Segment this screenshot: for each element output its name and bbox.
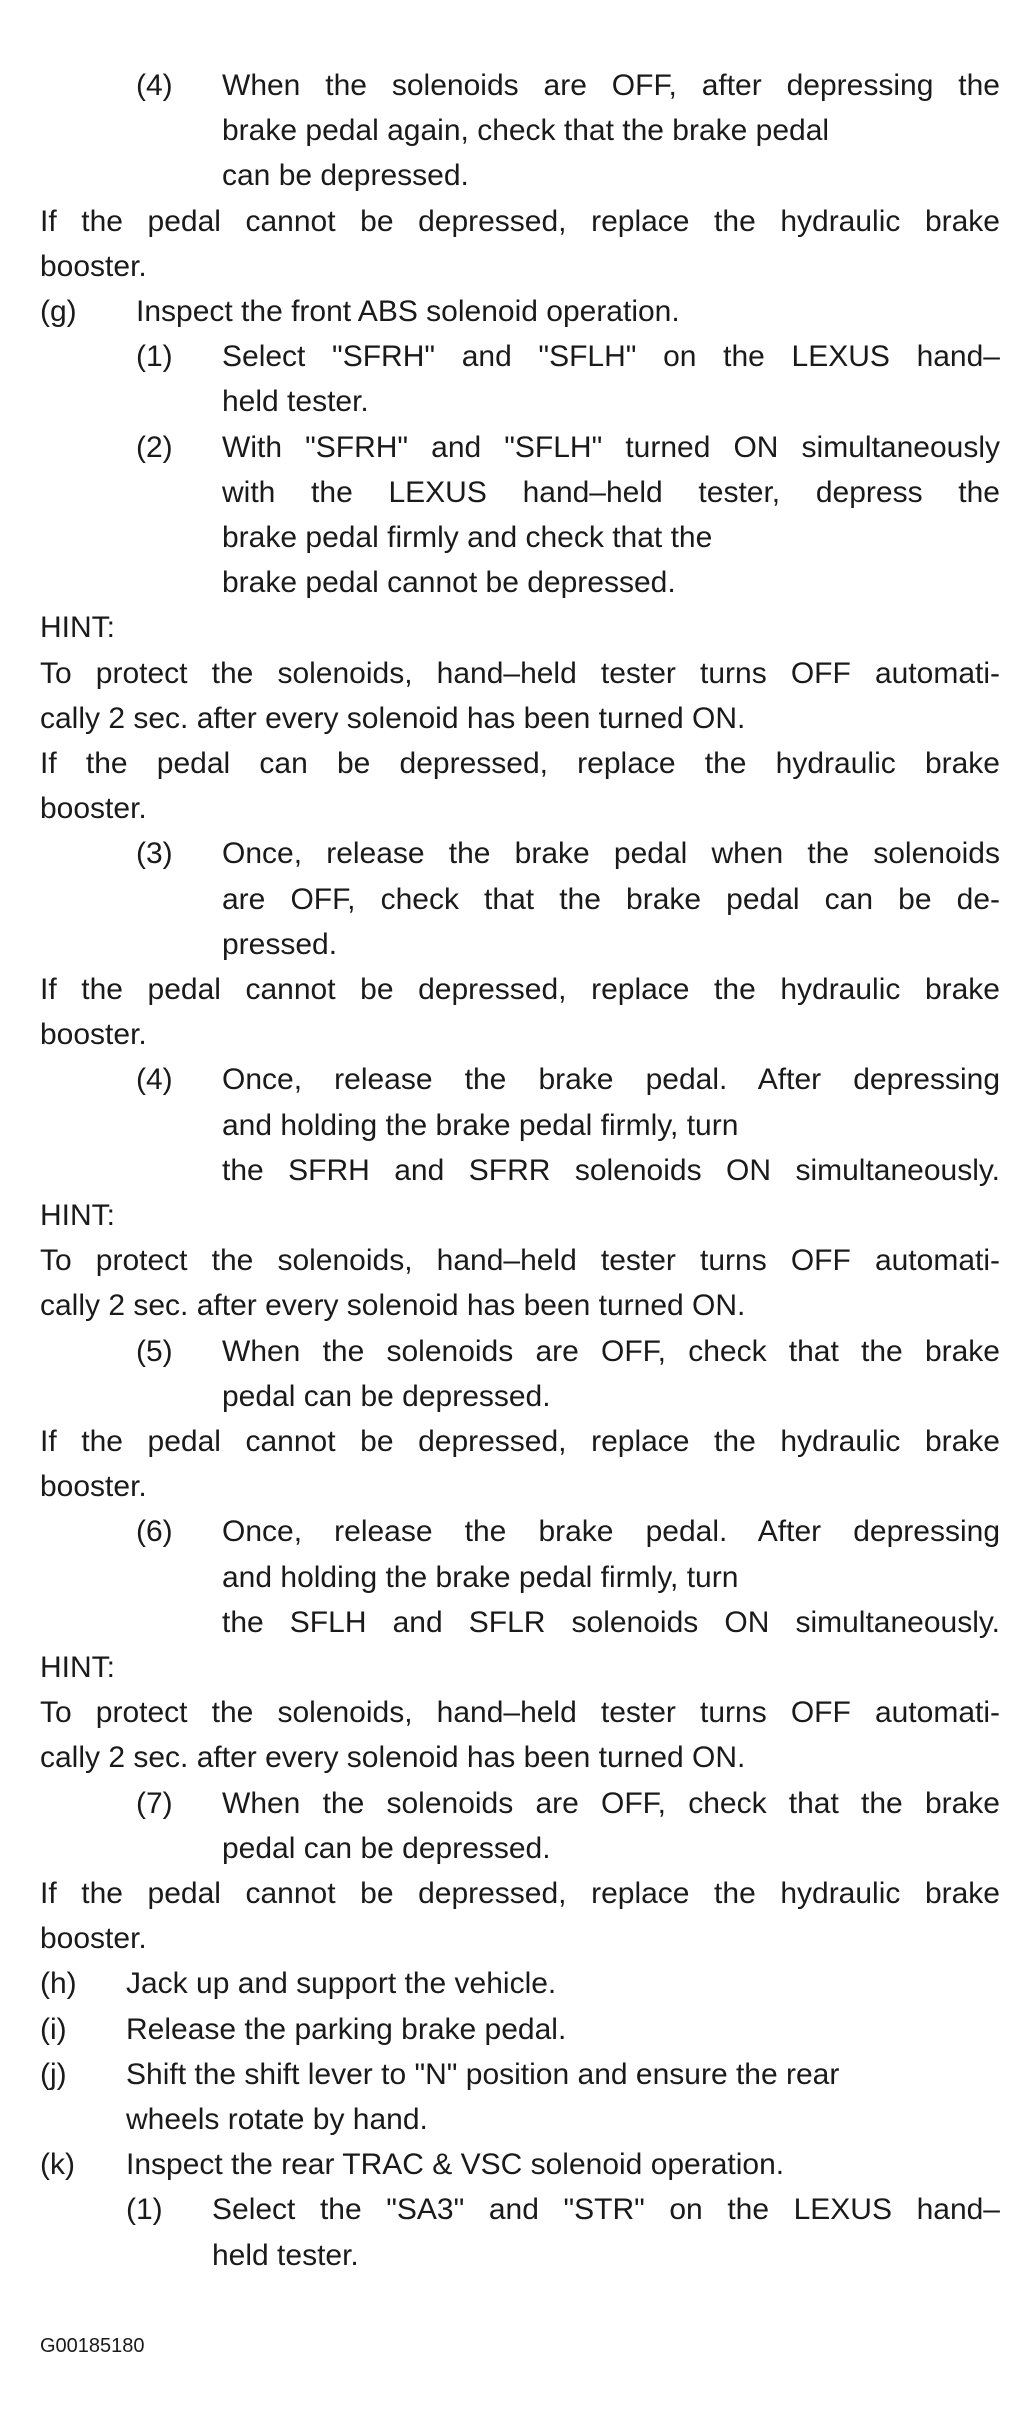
text-line: booster.	[40, 249, 147, 283]
text-line: brake pedal firmly and check that the	[222, 521, 713, 554]
text-line: To protect the solenoids, hand–held tester turns OFF automati-	[40, 656, 1000, 690]
text-line: If the pedal cannot be depressed, replace the hydraulic brake	[40, 1425, 1000, 1458]
step-number: (1)	[136, 340, 173, 374]
text-line: To protect the solenoids, hand–held tester turns OFF automati-	[40, 1696, 1000, 1730]
text-line: When the solenoids are OFF, after depressing the	[222, 69, 1000, 102]
step-number: (6)	[136, 1515, 173, 1549]
text-line: cally 2 sec. after every solenoid has been turned ON.	[40, 1741, 746, 1775]
step-number: (j)	[40, 2057, 67, 2091]
text-line: If the pedal cannot be depressed, replace the hydraulic brake	[40, 973, 1000, 1006]
step-number: (h)	[40, 1967, 77, 2001]
text-line: Once, release the brake pedal. After depressing	[222, 1063, 1000, 1097]
text-line: Inspect the rear TRAC & VSC solenoid operation.	[126, 2148, 785, 2182]
step-number: (i)	[40, 2012, 67, 2046]
text-line: and holding the brake pedal firmly, turn	[222, 1108, 739, 1142]
text-line: Release the parking brake pedal.	[126, 2012, 567, 2046]
text-line: Select the "SA3" and "STR" on the LEXUS hand–	[212, 2193, 1000, 2227]
text-line: booster.	[40, 792, 147, 826]
text-line: held tester.	[222, 385, 369, 419]
step-number: (3)	[136, 837, 173, 871]
text-line: With "SFRH" and "SFLH" turned ON simultaneously	[222, 430, 1000, 464]
text-line: pedal can be depressed.	[222, 1379, 551, 1413]
step-number: (1)	[126, 2193, 163, 2227]
text-line: brake pedal again, check that the brake pedal	[222, 114, 830, 148]
text-line: can be depressed.	[222, 159, 469, 193]
text-line: Once, release the brake pedal. After depressing	[222, 1515, 1000, 1549]
text-line: and holding the brake pedal firmly, turn	[222, 1560, 739, 1594]
step-number: (g)	[40, 295, 77, 328]
step-number: (2)	[136, 430, 173, 464]
text-line: cally 2 sec. after every solenoid has been turned ON.	[40, 1289, 746, 1323]
document-code: G00185180	[40, 2334, 145, 2357]
text-line: are OFF, check that the brake pedal can be de-	[222, 882, 1000, 916]
text-line: Inspect the front ABS solenoid operation.	[136, 295, 680, 328]
text-line: Jack up and support the vehicle.	[126, 1967, 557, 2001]
text-line: cally 2 sec. after every solenoid has been turned ON.	[40, 701, 746, 735]
text-line: wheels rotate by hand.	[126, 2103, 428, 2136]
text-line: pedal can be depressed.	[222, 1831, 551, 1865]
text-line: booster.	[40, 1018, 147, 1052]
hint-label: HINT:	[40, 611, 115, 645]
text-line: Select "SFRH" and "SFLH" on the LEXUS hand–	[222, 340, 1000, 374]
step-number: (4)	[136, 69, 173, 102]
text-line: When the solenoids are OFF, check that the brake	[222, 1786, 1000, 1820]
text-line: If the pedal cannot be depressed, replace the hydraulic brake	[40, 1877, 1000, 1910]
hint-label: HINT:	[40, 1199, 115, 1232]
text-line: To protect the solenoids, hand–held tester turns OFF automati-	[40, 1244, 1000, 1278]
text-line: booster.	[40, 1470, 147, 1504]
text-line: booster.	[40, 1922, 147, 1956]
step-number: (4)	[136, 1063, 173, 1097]
text-line: Once, release the brake pedal when the solenoids	[222, 837, 1000, 871]
text-line: the SFRH and SFRR solenoids ON simultaneously.	[222, 1153, 1000, 1187]
text-line: the SFLH and SFLR solenoids ON simultaneously.	[222, 1605, 1000, 1639]
hint-label: HINT:	[40, 1651, 115, 1684]
text-line: If the pedal can be depressed, replace the hydraulic brake	[40, 747, 1000, 780]
text-line: If the pedal cannot be depressed, replace the hydraulic brake	[40, 204, 1000, 238]
text-line: pressed.	[222, 927, 338, 961]
step-number: (7)	[136, 1786, 173, 1820]
text-line: brake pedal cannot be depressed.	[222, 566, 676, 600]
text-line: Shift the shift lever to "N" position and ensure the rear	[126, 2057, 840, 2091]
text-line: held tester.	[212, 2238, 359, 2272]
step-number: (5)	[136, 1334, 173, 1368]
text-line: When the solenoids are OFF, check that the brake	[222, 1334, 1000, 1368]
text-line: with the LEXUS hand–held tester, depress the	[222, 475, 1000, 509]
step-number: (k)	[40, 2148, 75, 2182]
